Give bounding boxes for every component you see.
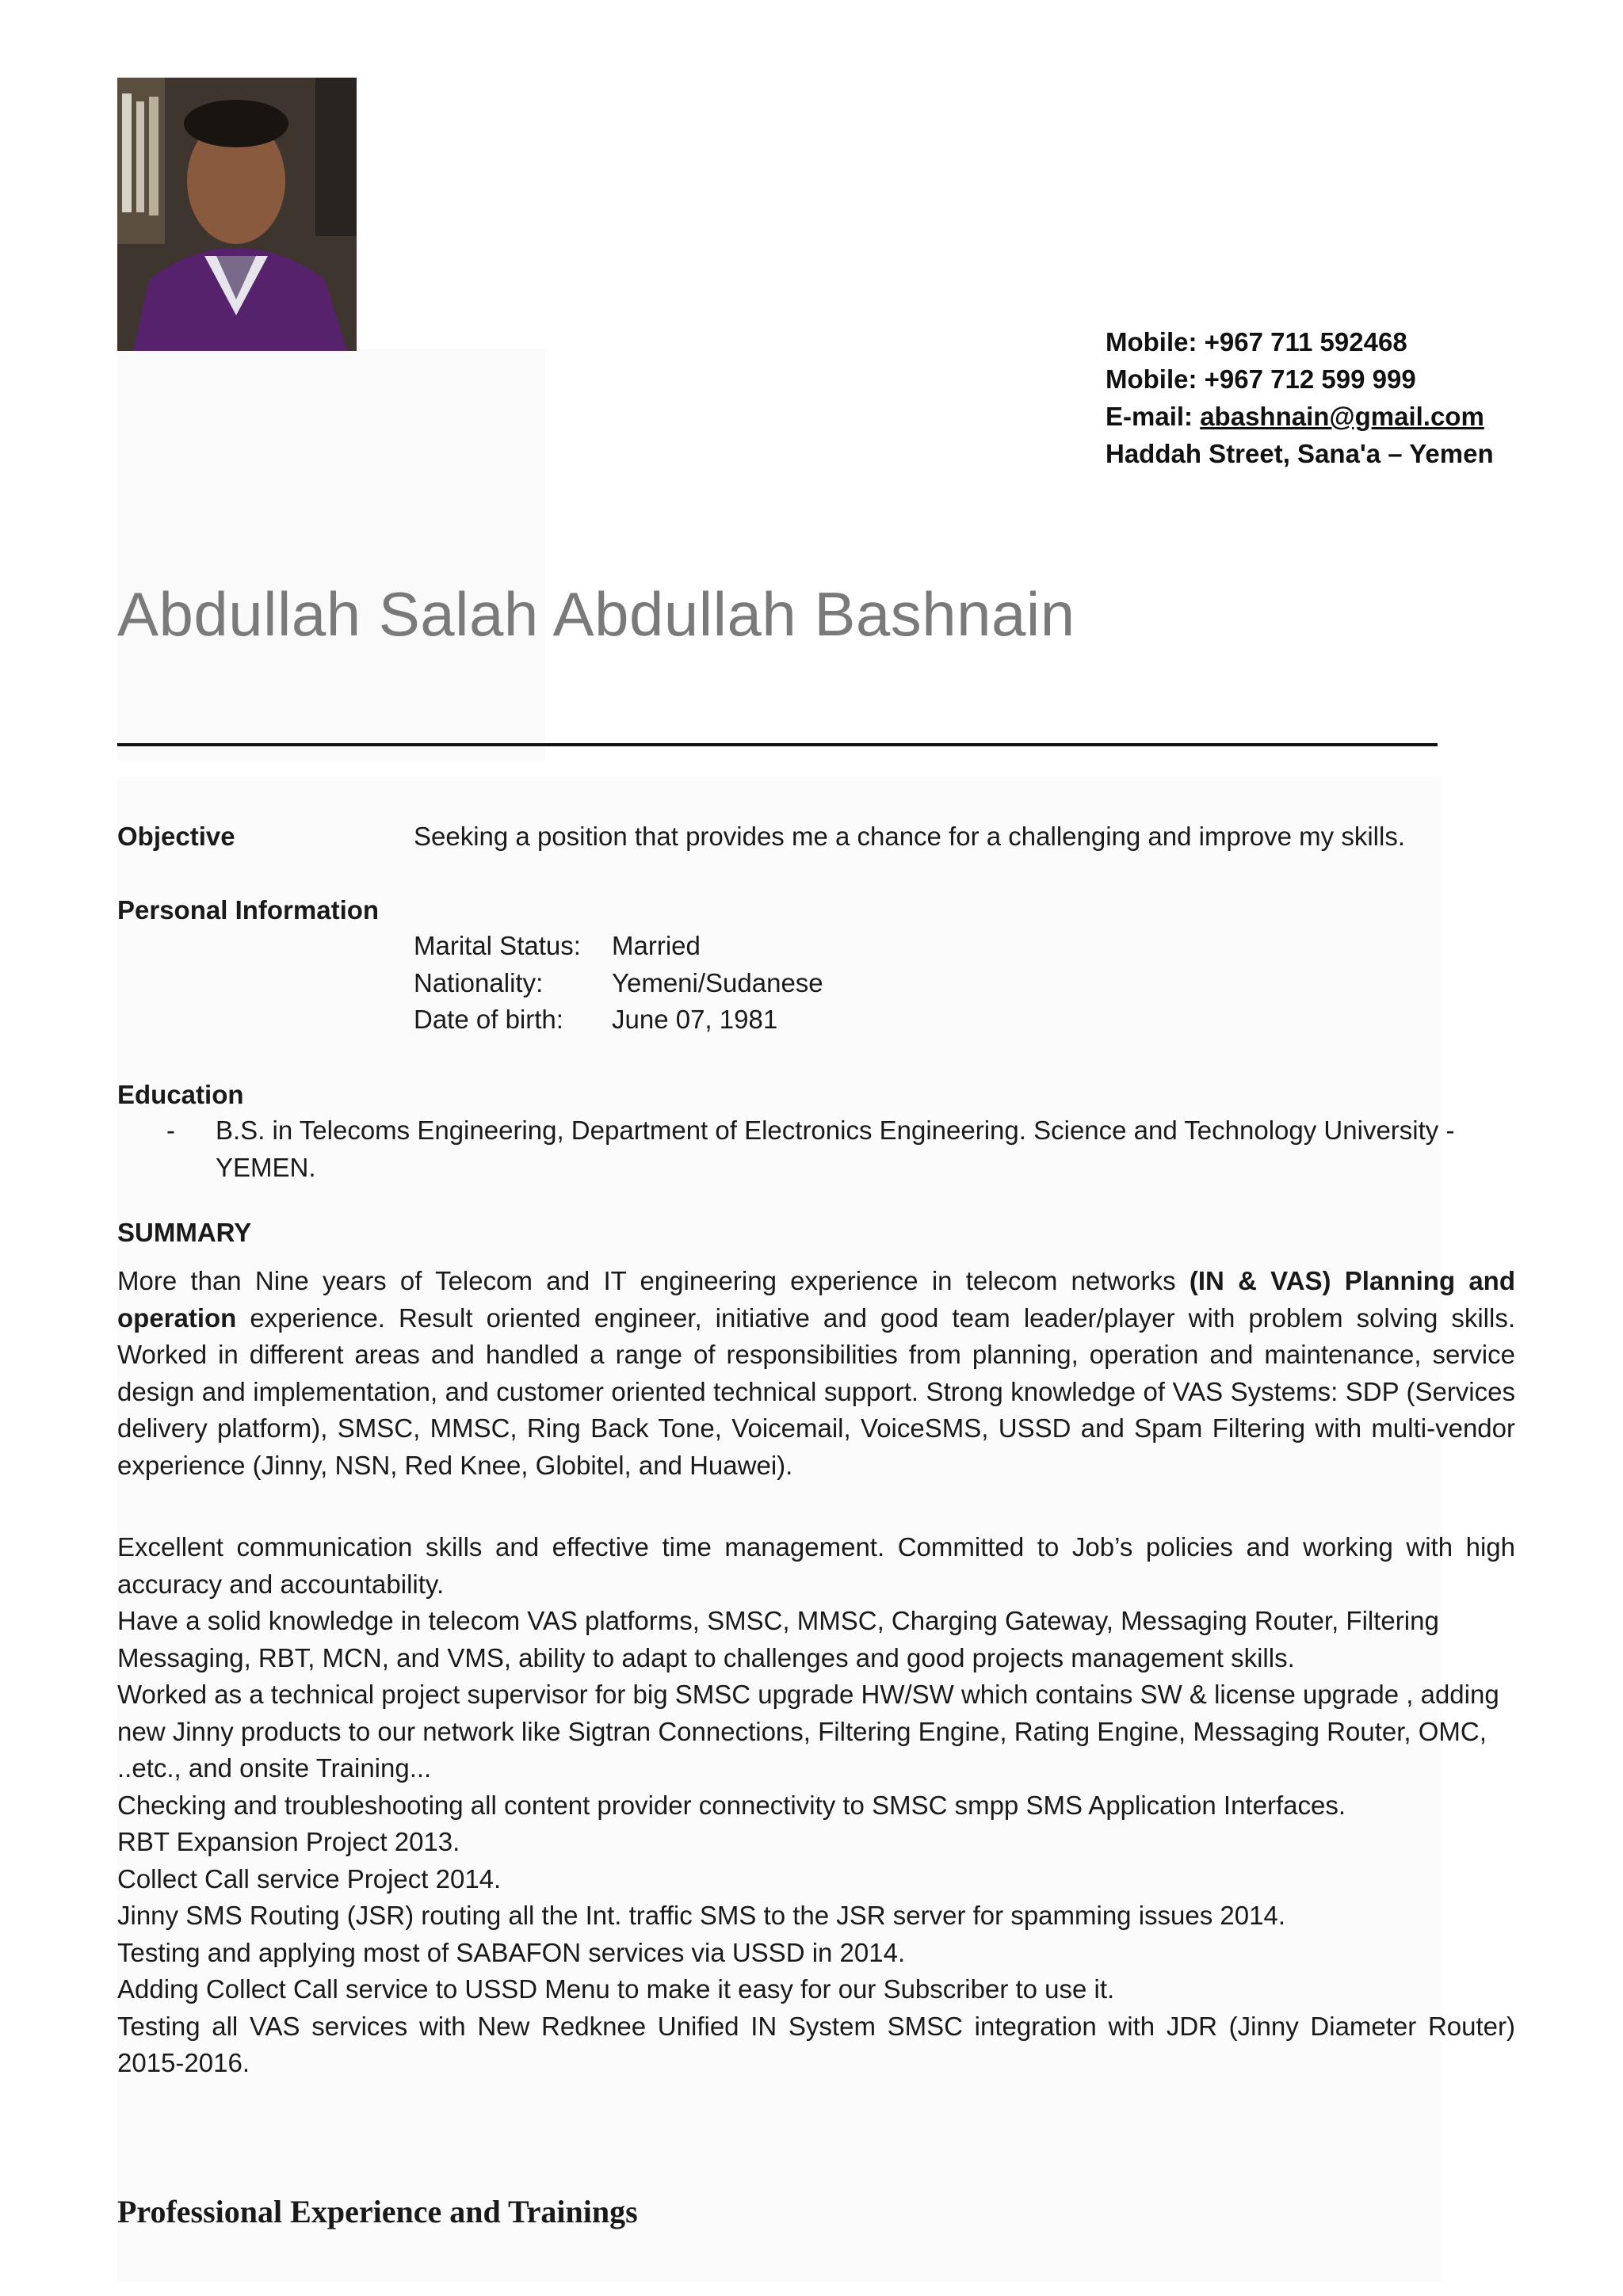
mobile-2: Mobile: +967 712 599 999 (1106, 364, 1416, 394)
objective-label: Objective (117, 822, 235, 851)
summary-text: More than Nine years of Telecom and IT engineering experience in telecom networks (117, 1266, 1190, 1295)
personal-info-row (414, 1001, 823, 1039)
list-item: Testing and applying most of SABAFON services via USSD in 2014. (117, 1937, 906, 1967)
list-item: Collect Call service Project 2014. (117, 1863, 502, 1894)
bullet: - (166, 1116, 175, 1145)
list-item: RBT Expansion Project 2013. (117, 1827, 460, 1856)
summary-list (117, 1529, 1515, 2082)
education-label: Education (117, 1080, 244, 1109)
education-text: B.S. in Telecoms Engineering, Department of Electronics Engineering. Science and Technology University - YEMEN. (216, 1116, 1455, 1182)
list-item: Jinny SMS Routing (JSR) routing all the Int. traffic SMS to the JSR server for spamming issues 2014. (117, 1901, 1285, 1930)
pi-value: Married (612, 931, 701, 960)
pi-key: Nationality: (414, 967, 544, 997)
list-item: Worked as a technical project supervisor for big SMSC upgrade HW/SW which contains SW & license upgrade , adding new Jinny products to our network like Sigtran Connections, Filtering Engine, Rating Engine, Messaging Router, OMC, ..etc., and onsite Training... (117, 1680, 1499, 1783)
list-item: Adding Collect Call service to USSD Menu to make it easy for our Subscriber to use it. (117, 1974, 1115, 2004)
mobile-1: Mobile: +967 711 592468 (1106, 327, 1407, 357)
objective-text: Seeking a position that provides me a chance for a challenging and improve my skills. (414, 822, 1406, 851)
list-item: Checking and troubleshooting all content provider connectivity to SMSC smpp SMS Application Interfaces. (117, 1790, 1346, 1820)
list-item: Testing all VAS services with New Redknee Unified IN System SMSC integration with JDR (Jinny Diameter Router) 2015-2016. (117, 2011, 1515, 2077)
list-item: Have a solid knowledge in telecom VAS platforms, SMSC, MMSC, Charging Gateway, Messaging Router, Filtering Messaging, RBT, MCN, and VMS, ability to adapt to challenges and good projects management skills. (117, 1606, 1439, 1672)
personal-info-row (414, 928, 823, 965)
summary-label: SUMMARY (117, 1218, 252, 1247)
professional-heading: Professional Experience and Trainings (117, 2194, 638, 2229)
address: Haddah Street, Sana'a – Yemen (1106, 439, 1494, 468)
summary-paragraph (117, 1263, 1515, 1484)
summary-bold: (IN & VAS) Planning and operation (117, 1266, 1515, 1333)
divider (117, 743, 1438, 746)
pi-key: Date of birth: (414, 1005, 563, 1034)
list-item: Excellent communication skills and effective time management. Committed to Job’s policies and working with high accuracy and accountability. (117, 1532, 1515, 1599)
candidate-name: Abdullah Salah Abdullah Bashnain (117, 579, 1075, 649)
pi-value: Yemeni/Sudanese (612, 967, 823, 997)
summary-text: experience. Result oriented engineer, initiative and good team leader/player with problem solving skills. Worked in different areas and handled a range of responsibilities from planning, operation and maintenance, service design and implementation, and customer oriented technical support. Strong knowledge of VAS Systems: SDP (Services delivery platform), SMSC, MMSC, Ring Back Tone, Voicemail, VoiceSMS, USSD and Spam Filtering with multi-vendor experience (Jinny, NSN, Red Knee, Globitel, and Huawei). (117, 1302, 1515, 1480)
personal-info-table (414, 928, 823, 1039)
email-line (1106, 398, 1549, 435)
contact-block (1106, 323, 1549, 472)
background-panel (117, 349, 545, 761)
personal-info-row (414, 965, 823, 1002)
email-label: E-mail: (1106, 402, 1201, 431)
email-link[interactable]: abashnain@gmail.com (1200, 402, 1484, 431)
profile-photo (117, 78, 357, 351)
pi-key: Marital Status: (414, 931, 581, 960)
personal-info-label: Personal Information (117, 895, 380, 925)
pi-value: June 07, 1981 (612, 1005, 778, 1034)
